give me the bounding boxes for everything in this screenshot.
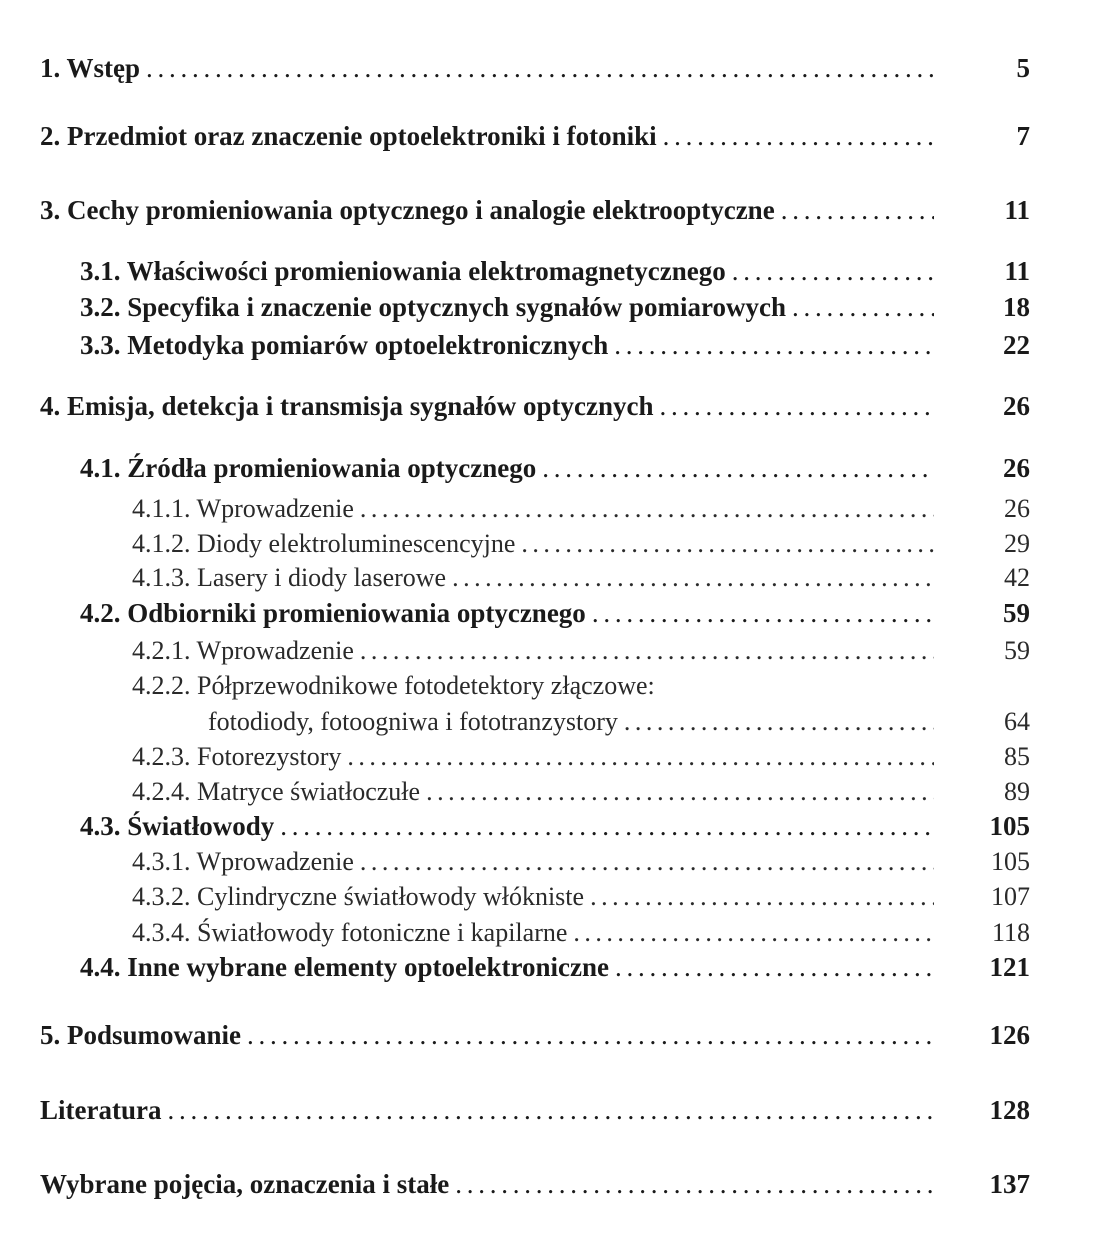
toc-entry-title: 4.3.1. Wprowadzenie bbox=[132, 847, 354, 876]
toc-page-number: 7 bbox=[1016, 121, 1030, 151]
toc-entry-title: 3.2. Specyfika i znaczenie optycznych sygnałów pomiarowych bbox=[80, 292, 786, 322]
toc-page-number: 26 bbox=[1003, 453, 1030, 483]
toc-entry-title: 3. Cechy promieniowania optycznego i analogie elektrooptyczne bbox=[40, 195, 775, 225]
toc-entry-title: Literatura bbox=[40, 1095, 162, 1125]
toc-page-number: 85 bbox=[1004, 742, 1030, 771]
toc-page-number: 5 bbox=[1016, 53, 1030, 83]
toc-page-number: 137 bbox=[989, 1169, 1030, 1199]
toc-page-number: 29 bbox=[1004, 529, 1030, 558]
toc-entry-title: 4.3.4. Światłowody fotoniczne i kapilarne bbox=[132, 918, 568, 947]
toc-entry-title: 4.1. Źródła promieniowania optycznego bbox=[80, 453, 537, 483]
toc-entry[interactable] bbox=[0, 1020, 940, 1051]
toc-entry[interactable] bbox=[0, 453, 940, 484]
dot-leader bbox=[280, 811, 934, 842]
toc-entry[interactable] bbox=[0, 636, 940, 666]
dot-leader bbox=[663, 121, 934, 152]
dot-leader bbox=[614, 330, 934, 361]
dot-leader bbox=[792, 292, 934, 323]
dot-leader bbox=[573, 918, 934, 948]
toc-entry[interactable] bbox=[0, 529, 940, 559]
toc-entry[interactable] bbox=[0, 292, 940, 323]
toc-entry-title: 4.3.2. Cylindryczne światłowody włókniste bbox=[132, 882, 585, 911]
toc-entry-title: 4.1.3. Lasery i diody laserowe bbox=[132, 563, 447, 592]
toc-entry[interactable] bbox=[0, 256, 940, 287]
toc-entry-title: 2. Przedmiot oraz znaczenie optoelektroniki i fotoniki bbox=[40, 121, 657, 151]
toc-entry[interactable] bbox=[0, 494, 940, 524]
dot-leader bbox=[347, 742, 934, 772]
toc-page-number: 64 bbox=[1004, 707, 1030, 736]
dot-leader bbox=[590, 882, 934, 912]
toc-entry[interactable] bbox=[0, 742, 940, 772]
toc-entry-title: Wybrane pojęcia, oznaczenia i stałe bbox=[40, 1169, 450, 1199]
toc-page-number: 22 bbox=[1003, 330, 1030, 360]
toc-page-number: 59 bbox=[1004, 636, 1030, 665]
toc-entry-title: 5. Podsumowanie bbox=[40, 1020, 242, 1050]
toc-entry[interactable] bbox=[0, 53, 940, 84]
toc-entry-title: 4.2.1. Wprowadzenie bbox=[132, 636, 354, 665]
toc-entry[interactable] bbox=[0, 598, 940, 629]
toc-entry[interactable] bbox=[0, 1095, 940, 1126]
toc-entry-title: 1. Wstęp bbox=[40, 53, 141, 83]
toc-entry[interactable] bbox=[0, 195, 940, 226]
dot-leader bbox=[247, 1020, 934, 1051]
dot-leader bbox=[615, 952, 934, 983]
toc-entry[interactable] bbox=[0, 1169, 940, 1200]
toc-entry[interactable] bbox=[0, 671, 940, 701]
toc-entry-title: 4.1.1. Wprowadzenie bbox=[132, 494, 354, 523]
toc-entry-title: 4.2.3. Fotorezystory bbox=[132, 742, 342, 771]
dot-leader bbox=[521, 529, 934, 559]
toc-entry-title: 4.2.4. Matryce światłoczułe bbox=[132, 777, 421, 806]
toc-page-number: 128 bbox=[989, 1095, 1030, 1125]
dot-leader bbox=[146, 53, 934, 84]
toc-entry-title: 4.3. Światłowody bbox=[80, 811, 275, 841]
toc-entry-continuation-text: fotodiody, fotoogniwa i fototranzystory bbox=[208, 707, 618, 736]
toc-entry[interactable] bbox=[0, 330, 940, 361]
dot-leader bbox=[452, 563, 934, 593]
toc-entry-title: 3.3. Metodyka pomiarów optoelektronicznych bbox=[80, 330, 609, 360]
toc-entry[interactable] bbox=[0, 882, 940, 912]
toc-page-number: 59 bbox=[1003, 598, 1030, 628]
dot-leader bbox=[592, 598, 934, 629]
toc-page-number: 126 bbox=[989, 1020, 1030, 1050]
toc-entry[interactable] bbox=[0, 391, 940, 422]
toc-entry-title: 4.2.2. Półprzewodnikowe fotodetektory złączowe: bbox=[132, 671, 655, 700]
toc-page-number: 89 bbox=[1004, 777, 1030, 806]
dot-leader bbox=[167, 1095, 934, 1126]
toc-page-number: 26 bbox=[1004, 494, 1030, 523]
toc-entry-title: 4. Emisja, detekcja i transmisja sygnałów optycznych bbox=[40, 391, 654, 421]
toc-entry[interactable] bbox=[0, 952, 940, 983]
dot-leader bbox=[659, 391, 934, 422]
toc-page-number: 118 bbox=[991, 918, 1030, 947]
toc-entry-title: 3.1. Właściwości promieniowania elektromagnetycznego bbox=[80, 256, 726, 286]
dot-leader bbox=[426, 777, 934, 807]
toc-entry[interactable] bbox=[0, 121, 940, 152]
toc-page-number: 42 bbox=[1004, 563, 1030, 592]
toc-page-number: 11 bbox=[1004, 256, 1030, 286]
dot-leader bbox=[455, 1169, 934, 1200]
toc-entry-title: 4.1.2. Diody elektroluminescencyjne bbox=[132, 529, 516, 558]
toc-page-number: 105 bbox=[991, 847, 1030, 876]
toc-page-number: 121 bbox=[989, 952, 1030, 982]
toc-page-number: 18 bbox=[1003, 292, 1030, 322]
dot-leader bbox=[360, 636, 934, 666]
dot-leader bbox=[360, 494, 934, 524]
toc-entry-continuation bbox=[0, 707, 940, 737]
toc-entry[interactable] bbox=[0, 918, 940, 948]
toc-page-number: 11 bbox=[1004, 195, 1030, 225]
toc-page-number: 107 bbox=[991, 882, 1030, 911]
toc-entry[interactable] bbox=[0, 811, 940, 842]
dot-leader bbox=[732, 256, 934, 287]
dot-leader bbox=[360, 847, 934, 877]
toc-entry-title: 4.4. Inne wybrane elementy optoelektroniczne bbox=[80, 952, 609, 982]
dot-leader bbox=[781, 195, 934, 226]
dot-leader bbox=[542, 453, 934, 484]
toc-page-number: 105 bbox=[989, 811, 1030, 841]
toc-entry[interactable] bbox=[0, 563, 940, 593]
toc-entry-title: 4.2. Odbiorniki promieniowania optycznego bbox=[80, 598, 586, 628]
toc-page-number: 26 bbox=[1003, 391, 1030, 421]
toc-entry[interactable] bbox=[0, 847, 940, 877]
dot-leader bbox=[624, 707, 934, 737]
toc-entry[interactable] bbox=[0, 777, 940, 807]
